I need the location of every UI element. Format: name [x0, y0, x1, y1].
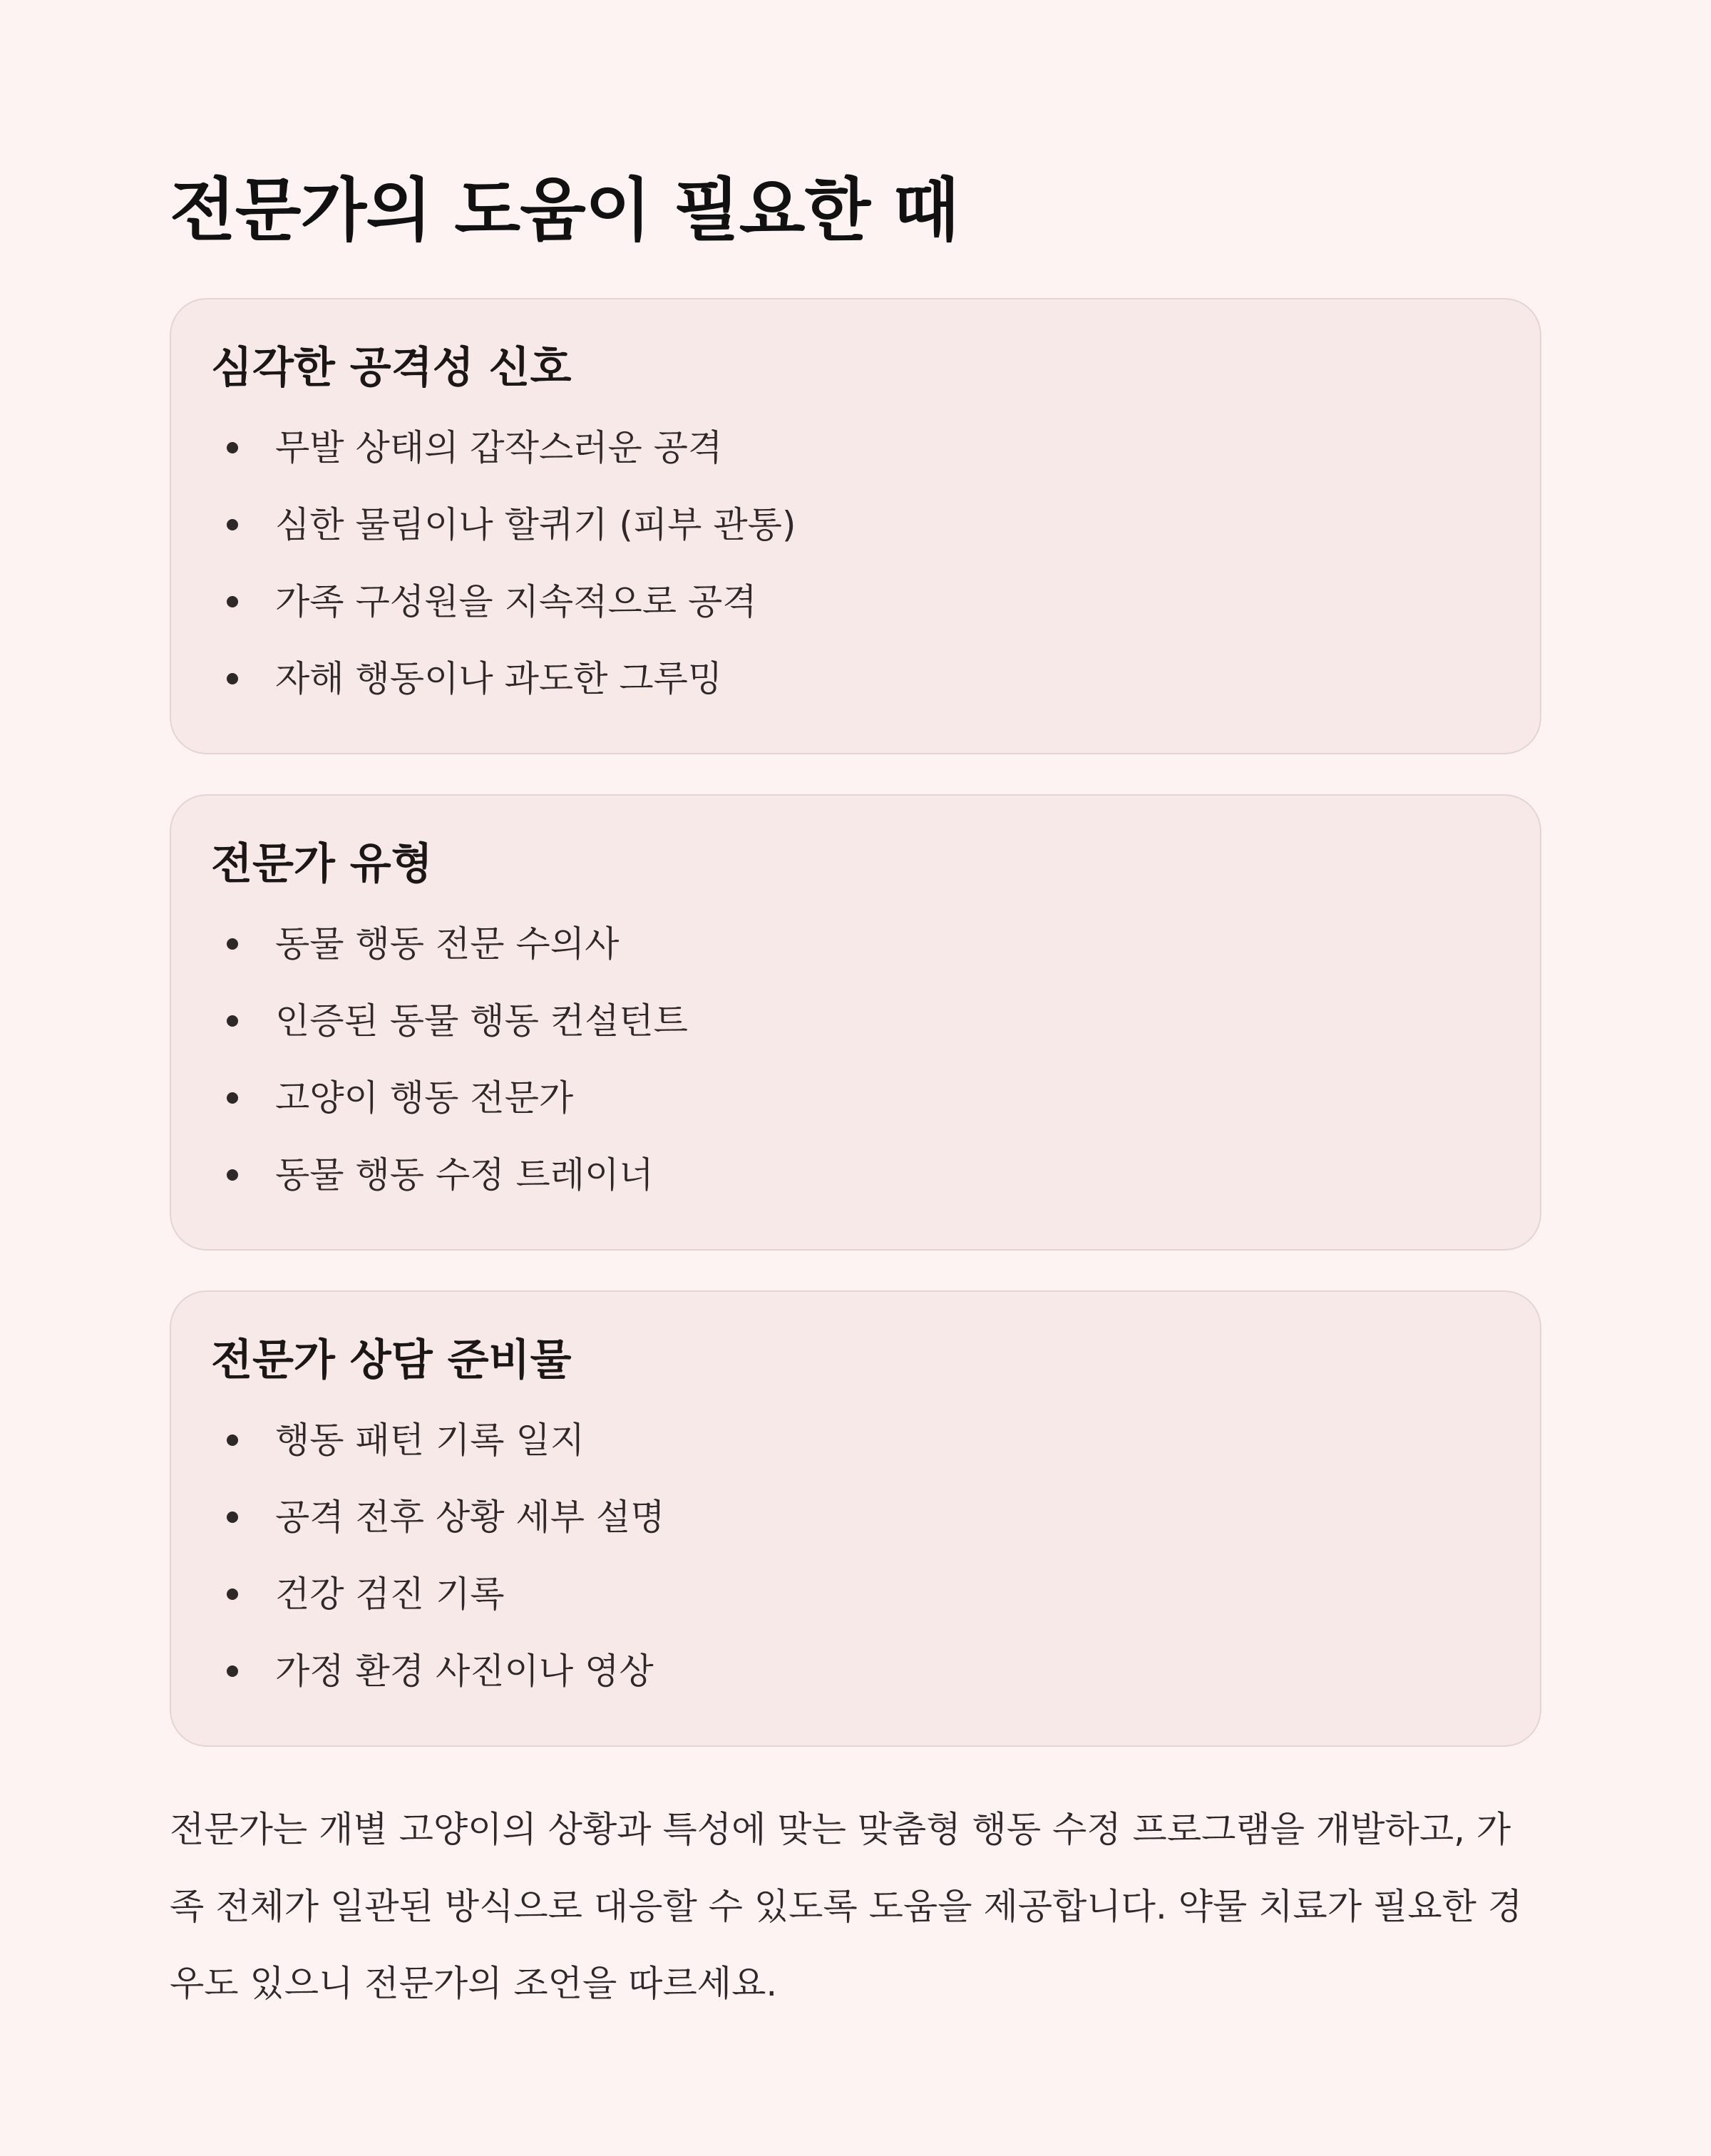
section-list	[211, 409, 1500, 717]
section-aggression-signs	[170, 298, 1541, 754]
list-item-text: 동물 행동 전문 수의사	[275, 923, 620, 965]
list-item-text: 공격 전후 상황 세부 설명	[275, 1497, 665, 1538]
list-item	[211, 1556, 1500, 1633]
bullet-icon	[227, 1169, 238, 1181]
bullet-icon	[227, 1665, 238, 1677]
section-consultation-prep	[170, 1290, 1541, 1747]
list-item	[211, 409, 1500, 486]
list-item-text: 행동 패턴 기록 일지	[275, 1420, 585, 1461]
list-item-text: 고양이 행동 전문가	[275, 1077, 574, 1119]
list-item-text: 동물 행동 수정 트레이너	[275, 1154, 654, 1196]
bullet-icon	[227, 1434, 238, 1446]
section-list	[211, 905, 1500, 1213]
section-title: 심각한 공격성 신호	[211, 343, 572, 393]
list-item	[211, 563, 1500, 640]
bullet-icon	[227, 1588, 238, 1600]
section-list	[211, 1402, 1500, 1710]
list-item	[211, 1633, 1500, 1710]
bullet-icon	[227, 938, 238, 950]
page-content	[170, 164, 1541, 2022]
list-item	[211, 486, 1500, 563]
list-item	[211, 640, 1500, 717]
bullet-icon	[227, 673, 238, 684]
list-item-text: 건강 검진 기록	[275, 1574, 505, 1615]
bullet-icon	[227, 442, 238, 453]
section-title: 전문가 유형	[211, 839, 433, 889]
list-item	[211, 1402, 1500, 1479]
list-item-text: 가족 구성원을 지속적으로 공격	[275, 581, 757, 622]
bullet-icon	[227, 1511, 238, 1523]
bullet-icon	[227, 519, 238, 530]
list-item	[211, 1136, 1500, 1213]
bullet-icon	[227, 1092, 238, 1104]
list-item	[211, 982, 1500, 1059]
list-item	[211, 905, 1500, 982]
list-item-text: 심한 물림이나 할퀴기 (피부 관통)	[275, 504, 796, 545]
list-item-text: 가정 환경 사진이나 영상	[275, 1651, 654, 1692]
list-item	[211, 1059, 1500, 1136]
list-item-text: 자해 행동이나 과도한 그루밍	[275, 658, 723, 699]
list-item-text: 인증된 동물 행동 컨설턴트	[275, 1000, 688, 1042]
page-title: 전문가의 도움이 필요한 때	[170, 170, 959, 250]
list-item	[211, 1479, 1500, 1556]
bullet-icon	[227, 1015, 238, 1027]
summary-paragraph: 전문가는 개별 고양이의 상황과 특성에 맞는 맞춤형 행동 수정 프로그램을 개발하고, 가족 전체가 일관된 방식으로 대응할 수 있도록 도움을 제공합니다. 약물 치료가 필요한 경우도 있으니 전문가의 조언을 따르세요.	[170, 1809, 1523, 2004]
bullet-icon	[227, 596, 238, 607]
section-title: 전문가 상담 준비물	[211, 1335, 572, 1385]
list-item-text: 무발 상태의 갑작스러운 공격	[275, 427, 723, 468]
section-expert-types	[170, 794, 1541, 1251]
